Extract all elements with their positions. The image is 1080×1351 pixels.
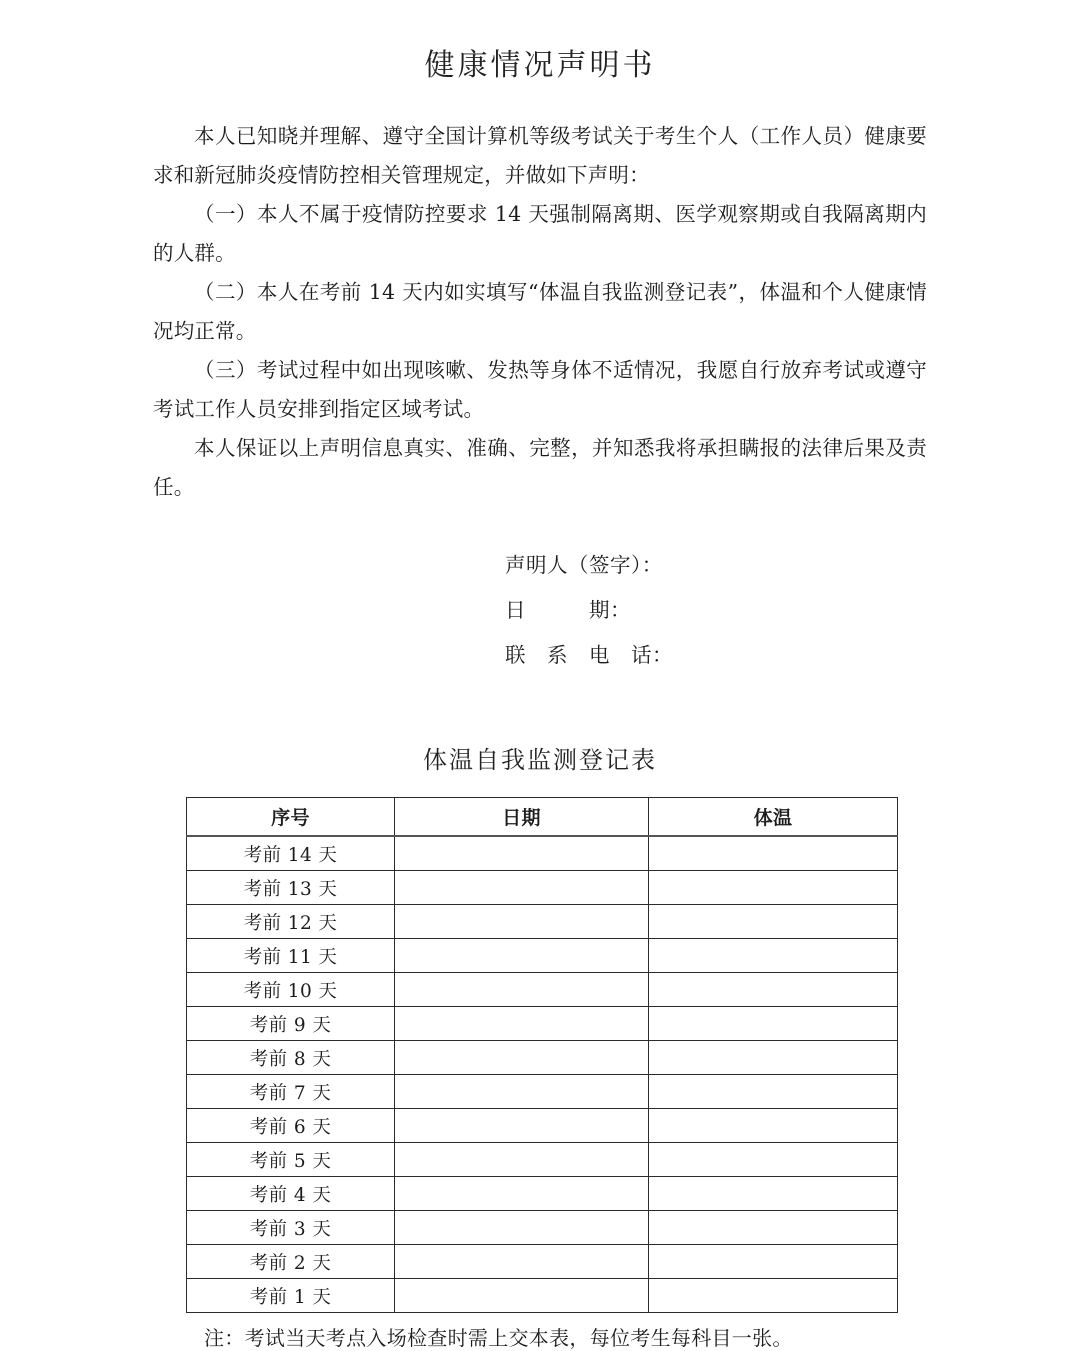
- signature-phone-field[interactable]: 联 系 电 话：: [505, 643, 673, 667]
- cell-temperature[interactable]: [649, 1007, 898, 1041]
- cell-date[interactable]: [395, 1075, 649, 1109]
- cell-temperature[interactable]: [649, 1041, 898, 1075]
- cell-temperature[interactable]: [649, 973, 898, 1007]
- declaration-paragraph-item-1: （一）本人不属于疫情防控要求 14 天强制隔离期、医学观察期或自我隔离期内的人群。: [153, 202, 927, 265]
- table-row: [187, 1177, 898, 1211]
- signature-name-field[interactable]: 声明人（签字）：: [505, 553, 663, 577]
- table-body: [187, 836, 898, 1313]
- cell-date[interactable]: [395, 1007, 649, 1041]
- cell-sequence: 考前 10 天: [187, 973, 395, 1007]
- cell-temperature[interactable]: [649, 1177, 898, 1211]
- cell-date[interactable]: [395, 973, 649, 1007]
- signature-block: [0, 507, 1080, 678]
- cell-temperature[interactable]: [649, 1211, 898, 1245]
- declaration-paragraph-intro: 本人已知晓并理解、遵守全国计算机等级考试关于考生个人（工作人员）健康要求和新冠肺炎疫情防控相关管理规定，并做如下声明：: [153, 124, 927, 187]
- cell-sequence: 考前 8 天: [187, 1041, 395, 1075]
- table-row: [187, 1109, 898, 1143]
- declaration-paragraph-closing: 本人保证以上声明信息真实、准确、完整，并知悉我将承担瞒报的法律后果及责任。: [153, 436, 927, 499]
- cell-date[interactable]: [395, 1143, 649, 1177]
- declaration-paragraph-item-2: （二）本人在考前 14 天内如实填写“体温自我监测登记表”，体温和个人健康情况均正常。: [153, 280, 927, 343]
- cell-temperature[interactable]: [649, 905, 898, 939]
- cell-sequence: 考前 13 天: [187, 871, 395, 905]
- table-row: [187, 871, 898, 905]
- table-header: [187, 798, 898, 837]
- table-row: [187, 1245, 898, 1279]
- table-note: 注：考试当天考点入场检查时需上交本表，每位考生每科目一张。: [204, 1326, 793, 1350]
- table-row: [187, 1007, 898, 1041]
- table-row: [187, 973, 898, 1007]
- cell-date[interactable]: [395, 1279, 649, 1313]
- cell-date[interactable]: [395, 1211, 649, 1245]
- cell-date[interactable]: [395, 871, 649, 905]
- cell-sequence: 考前 5 天: [187, 1143, 395, 1177]
- cell-date[interactable]: [395, 1245, 649, 1279]
- table-row: [187, 1143, 898, 1177]
- table-title: 体温自我监测登记表: [423, 746, 657, 774]
- cell-date[interactable]: [395, 1041, 649, 1075]
- table-row: [187, 1041, 898, 1075]
- cell-sequence: 考前 2 天: [187, 1245, 395, 1279]
- table-row: [187, 1075, 898, 1109]
- cell-temperature[interactable]: [649, 871, 898, 905]
- signature-date-field[interactable]: 日 期：: [505, 598, 631, 622]
- cell-temperature[interactable]: [649, 1109, 898, 1143]
- cell-temperature[interactable]: [649, 1075, 898, 1109]
- cell-sequence: 考前 4 天: [187, 1177, 395, 1211]
- cell-date[interactable]: [395, 1109, 649, 1143]
- cell-sequence: 考前 12 天: [187, 905, 395, 939]
- cell-sequence: 考前 9 天: [187, 1007, 395, 1041]
- cell-temperature[interactable]: [649, 836, 898, 871]
- cell-date[interactable]: [395, 939, 649, 973]
- cell-sequence: 考前 11 天: [187, 939, 395, 973]
- table-header-row: [187, 798, 898, 837]
- cell-temperature[interactable]: [649, 1143, 898, 1177]
- declaration-paragraph-item-3: （三）考试过程中如出现咳嗽、发热等身体不适情况，我愿自行放弃考试或遵守考试工作人员安排到指定区域考试。: [153, 358, 927, 421]
- cell-sequence: 考前 3 天: [187, 1211, 395, 1245]
- page-title: 健康情况声明书: [424, 48, 656, 83]
- cell-date[interactable]: [395, 836, 649, 871]
- cell-sequence: 考前 1 天: [187, 1279, 395, 1313]
- temperature-table-wrapper: [186, 775, 894, 1313]
- cell-sequence: 考前 14 天: [187, 836, 395, 871]
- cell-temperature[interactable]: [649, 1279, 898, 1313]
- column-header-sequence: 序号: [187, 798, 395, 837]
- column-header-date: 日期: [395, 798, 649, 837]
- cell-date[interactable]: [395, 905, 649, 939]
- column-header-temperature: 体温: [649, 798, 898, 837]
- table-row: [187, 1279, 898, 1313]
- table-row: [187, 1211, 898, 1245]
- cell-temperature[interactable]: [649, 939, 898, 973]
- temperature-log-table: [186, 797, 898, 1313]
- cell-sequence: 考前 7 天: [187, 1075, 395, 1109]
- declaration-body: [153, 84, 927, 507]
- cell-temperature[interactable]: [649, 1245, 898, 1279]
- cell-sequence: 考前 6 天: [187, 1109, 395, 1143]
- table-row: [187, 905, 898, 939]
- cell-date[interactable]: [395, 1177, 649, 1211]
- table-row: [187, 836, 898, 871]
- table-row: [187, 939, 898, 973]
